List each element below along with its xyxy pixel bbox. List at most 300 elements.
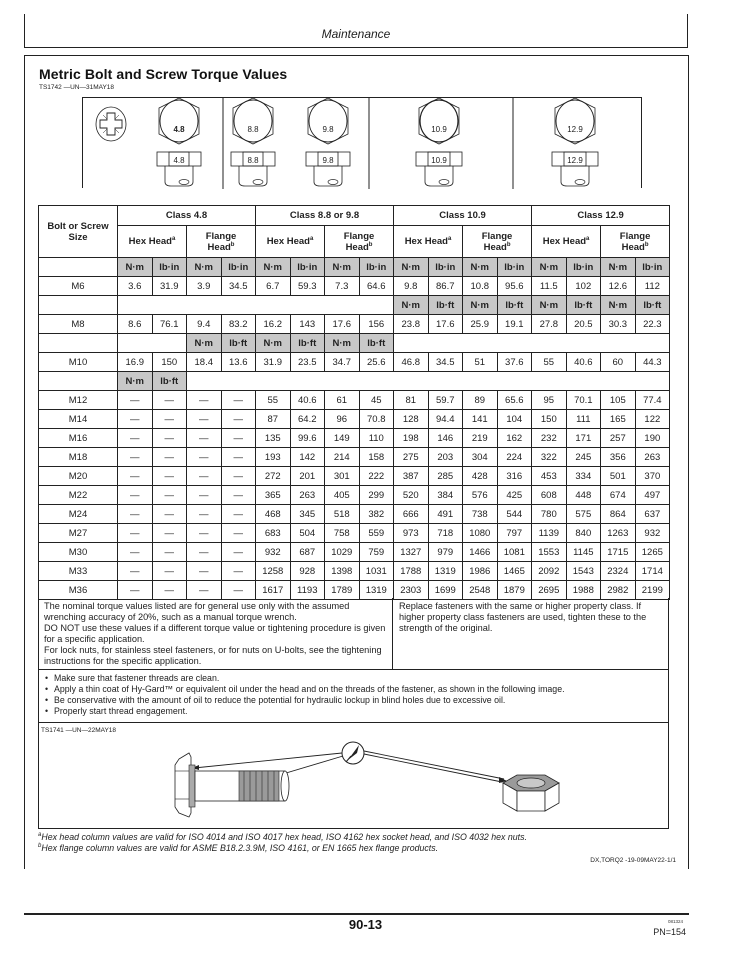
table-row (39, 353, 670, 372)
torque-value-cell: — (118, 581, 153, 600)
torque-value-cell: 370 (635, 467, 670, 486)
torque-value-cell: 19.1 (497, 315, 532, 334)
class-10-9-header: Class 10.9 (394, 206, 532, 226)
unit-nm: N·m (601, 296, 636, 315)
torque-value-cell: 759 (359, 543, 394, 562)
torque-value-cell: 1081 (497, 543, 532, 562)
torque-value-cell: 40.6 (566, 353, 601, 372)
unit-lbft: lb·ft (290, 334, 325, 353)
torque-value-cell: 1715 (601, 543, 636, 562)
torque-value-cell: 17.6 (325, 315, 360, 334)
torque-value-cell: 156 (359, 315, 394, 334)
torque-value-cell: 171 (566, 429, 601, 448)
torque-value-cell: — (187, 429, 222, 448)
unit-nm: N·m (256, 258, 291, 277)
torque-value-cell: 65.6 (497, 391, 532, 410)
torque-value-cell: 104 (497, 410, 532, 429)
torque-value-cell: 780 (532, 505, 567, 524)
torque-value-cell: 87 (256, 410, 291, 429)
torque-value-cell: 387 (394, 467, 429, 486)
section-title: Maintenance (321, 27, 391, 41)
bullet-item: • Be conservative with the amount of oil to reduce the potential for hydraulic lockup in blind holes due to excessive oil. (45, 695, 506, 705)
torque-value-cell: 7.3 (325, 277, 360, 296)
torque-value-cell: 45 (359, 391, 394, 410)
bullet-item: • Make sure that fastener threads are clean. (45, 673, 220, 683)
hex-head-header: Hex Head$^a$ (394, 226, 463, 258)
bolt-size-cell: M8 (39, 315, 118, 334)
flange-head-header: Flange Head$^b$ (463, 226, 532, 258)
note-do-not-use: DO NOT use these values if a different torque value or tightening procedure is given for a specific application. (44, 623, 386, 644)
torque-value-cell: 718 (428, 524, 463, 543)
torque-value-cell: 64.2 (290, 410, 325, 429)
torque-value-cell: — (187, 562, 222, 581)
torque-value-cell: 840 (566, 524, 601, 543)
torque-value-cell: — (187, 391, 222, 410)
hex-head-9-8-icon (308, 98, 348, 144)
oil-dropper-icon (342, 742, 364, 764)
torque-value-cell: 932 (256, 543, 291, 562)
hex-head-10-9-icon (419, 98, 459, 144)
torque-value-cell: — (152, 581, 187, 600)
torque-value-cell: 864 (601, 505, 636, 524)
torque-value-cell: 1258 (256, 562, 291, 581)
table-row (39, 410, 670, 429)
torque-value-cell: 64.6 (359, 277, 394, 296)
page-header (24, 14, 688, 48)
torque-value-cell: 559 (359, 524, 394, 543)
torque-value-cell: — (221, 581, 256, 600)
oil-application-figure (38, 723, 669, 829)
torque-value-cell: 356 (601, 448, 636, 467)
torque-value-cell: 59.7 (428, 391, 463, 410)
hex-head-header: Hex Head$^a$ (256, 226, 325, 258)
unit-nm: N·m (187, 334, 222, 353)
torque-value-cell: — (152, 448, 187, 467)
torque-value-cell: 263 (635, 448, 670, 467)
torque-value-cell: 384 (428, 486, 463, 505)
torque-value-cell: 1080 (463, 524, 498, 543)
torque-value-cell: 122 (635, 410, 670, 429)
torque-value-cell: 544 (497, 505, 532, 524)
unit-lbin: lb·in (566, 258, 601, 277)
unit-lbft: lb·ft (359, 334, 394, 353)
torque-value-cell: — (118, 410, 153, 429)
torque-value-cell: 94.4 (428, 410, 463, 429)
torque-value-cell: — (187, 581, 222, 600)
unit-nm: N·m (394, 258, 429, 277)
torque-value-cell: 9.4 (187, 315, 222, 334)
table-row (39, 277, 670, 296)
torque-value-cell: 1398 (325, 562, 360, 581)
class-12-9-header: Class 12.9 (532, 206, 670, 226)
torque-value-cell: 102 (566, 277, 601, 296)
torque-value-cell: 149 (325, 429, 360, 448)
torque-value-cell: 245 (566, 448, 601, 467)
unit-nm: N·m (118, 258, 153, 277)
svg-text:10.9: 10.9 (431, 125, 447, 134)
table-row (39, 562, 670, 581)
torque-value-cell: 86.7 (428, 277, 463, 296)
torque-value-cell: 2324 (601, 562, 636, 581)
torque-value-cell: 143 (290, 315, 325, 334)
unit-nm: N·m (394, 296, 429, 315)
torque-value-cell: 1789 (325, 581, 360, 600)
torque-value-cell: 214 (325, 448, 360, 467)
torque-value-cell: — (118, 524, 153, 543)
bolt-illustration-icon (175, 753, 289, 817)
torque-value-cell: 158 (359, 448, 394, 467)
torque-value-cell: 112 (635, 277, 670, 296)
torque-value-cell: 110 (359, 429, 394, 448)
unit-lbft: lb·ft (152, 372, 187, 391)
svg-text:4.8: 4.8 (173, 156, 185, 165)
torque-value-cell: 34.7 (325, 353, 360, 372)
torque-value-cell: 18.4 (187, 353, 222, 372)
flange-head-header: Flange Head$^b$ (187, 226, 256, 258)
torque-value-cell: 44.3 (635, 353, 670, 372)
unit-nm: N·m (325, 334, 360, 353)
torque-value-cell: 8.6 (118, 315, 153, 334)
torque-value-cell: 322 (532, 448, 567, 467)
torque-value-cell: 165 (601, 410, 636, 429)
torque-value-cell: — (221, 562, 256, 581)
unit-switch-row (39, 334, 670, 353)
torque-value-cell: — (187, 486, 222, 505)
table-row (39, 448, 670, 467)
table-row (39, 391, 670, 410)
torque-value-cell: 37.6 (497, 353, 532, 372)
bolt-size-cell: M27 (39, 524, 118, 543)
torque-value-cell: 979 (428, 543, 463, 562)
unit-row-label (39, 258, 118, 277)
torque-value-cell: 1553 (532, 543, 567, 562)
bolt-size-cell: M22 (39, 486, 118, 505)
torque-value-cell: 666 (394, 505, 429, 524)
table-row (39, 467, 670, 486)
torque-value-cell: 2199 (635, 581, 670, 600)
torque-value-cell: 105 (601, 391, 636, 410)
unit-lbft: lb·ft (566, 296, 601, 315)
bolt-side-12-9-icon (552, 152, 598, 186)
torque-value-cell: 263 (290, 486, 325, 505)
torque-value-cell: 20.5 (566, 315, 601, 334)
torque-value-cell: 491 (428, 505, 463, 524)
torque-value-cell: — (221, 410, 256, 429)
torque-value-cell: 932 (635, 524, 670, 543)
torque-value-cell: 316 (497, 467, 532, 486)
size-column-header: Bolt or Screw Size (39, 206, 118, 258)
torque-value-cell: 637 (635, 505, 670, 524)
torque-value-cell: — (118, 543, 153, 562)
torque-value-cell: 51 (463, 353, 498, 372)
torque-value-cell: 95.6 (497, 277, 532, 296)
torque-value-cell: 453 (532, 467, 567, 486)
torque-value-cell: 797 (497, 524, 532, 543)
document-reference: DX,TORQ2 -19-09MAY22-1/1 (590, 857, 676, 864)
torque-value-cell: 27.8 (532, 315, 567, 334)
table-row (39, 315, 670, 334)
torque-value-cell: 425 (497, 486, 532, 505)
svg-text:9.8: 9.8 (322, 156, 334, 165)
class-header-row (39, 206, 670, 226)
torque-value-cell: 738 (463, 505, 498, 524)
document-title: Metric Bolt and Screw Torque Values (39, 66, 288, 82)
print-code: 081324 (667, 919, 683, 924)
torque-value-cell: 272 (256, 467, 291, 486)
figure-id-bottom: TS1741 —UN—22MAY18 (41, 727, 117, 734)
bolt-markings-illustration (83, 98, 643, 189)
torque-value-cell: 70.1 (566, 391, 601, 410)
torque-value-cell: 3.6 (118, 277, 153, 296)
torque-value-cell: 222 (359, 467, 394, 486)
torque-value-cell: 1263 (601, 524, 636, 543)
torque-value-cell: 2982 (601, 581, 636, 600)
note-lock-nuts: For lock nuts, for stainless steel fasteners, or for nuts on U-bolts, see the tightening instructions for the specific application. (44, 645, 382, 666)
bullet-item: • Apply a thin coat of Hy-Gard™ or equivalent oil under the head and on the threads of the fastener, as shown in the following image. (45, 684, 565, 694)
torque-value-cell: 1699 (428, 581, 463, 600)
torque-value-cell: 2548 (463, 581, 498, 600)
torque-value-cell: 30.3 (601, 315, 636, 334)
flange-head-header: Flange Head$^b$ (325, 226, 394, 258)
torque-value-cell: — (187, 505, 222, 524)
torque-value-cell: 1543 (566, 562, 601, 581)
unit-lbft: lb·ft (635, 296, 670, 315)
torque-value-cell: 275 (394, 448, 429, 467)
torque-value-cell: 468 (256, 505, 291, 524)
torque-value-cell: 405 (325, 486, 360, 505)
torque-value-cell: — (152, 562, 187, 581)
table-row (39, 524, 670, 543)
flange-head-header: Flange Head$^b$ (601, 226, 670, 258)
unit-lbin: lb·in (635, 258, 670, 277)
pozi-head-icon (96, 107, 126, 141)
torque-value-cell: 299 (359, 486, 394, 505)
torque-value-cell: 1145 (566, 543, 601, 562)
torque-value-cell: 520 (394, 486, 429, 505)
unit-lbft: lb·ft (497, 296, 532, 315)
unit-lbin: lb·in (152, 258, 187, 277)
class-8-8-9-8-header: Class 8.8 or 9.8 (256, 206, 394, 226)
svg-text:4.8: 4.8 (173, 125, 185, 134)
torque-value-cell: 501 (601, 467, 636, 486)
nut-illustration-icon (503, 775, 559, 811)
torque-value-cell: 11.5 (532, 277, 567, 296)
table-row (39, 429, 670, 448)
torque-value-cell: — (221, 505, 256, 524)
usage-notes (38, 598, 669, 670)
unit-nm: N·m (325, 258, 360, 277)
torque-value-cell: — (118, 505, 153, 524)
torque-value-cell: 16.9 (118, 353, 153, 372)
torque-value-cell: 95 (532, 391, 567, 410)
torque-value-cell: 40.6 (290, 391, 325, 410)
torque-value-cell: 1988 (566, 581, 601, 600)
unit-nm: N·m (118, 372, 153, 391)
table-row (39, 505, 670, 524)
torque-value-cell: 141 (463, 410, 498, 429)
torque-value-cell: 1319 (428, 562, 463, 581)
torque-value-cell: 76.1 (152, 315, 187, 334)
table-row (39, 543, 670, 562)
torque-value-cell: 6.7 (256, 277, 291, 296)
bolt-size-cell: M18 (39, 448, 118, 467)
svg-text:10.9: 10.9 (431, 156, 447, 165)
bolt-size-cell: M14 (39, 410, 118, 429)
torque-value-cell: 1029 (325, 543, 360, 562)
note-accuracy: The nominal torque values listed are for general use only with the assumed wrenching accuracy of 20%, such as a manual torque wrench. (44, 601, 350, 622)
torque-value-cell: — (187, 467, 222, 486)
bolt-side-9-8-icon (306, 152, 350, 186)
unit-nm: N·m (532, 296, 567, 315)
torque-value-cell: 10.8 (463, 277, 498, 296)
torque-value-cell: 232 (532, 429, 567, 448)
unit-nm: N·m (463, 296, 498, 315)
unit-lbft: lb·ft (221, 334, 256, 353)
notes-right: Replace fasteners with the same or higher property class. If higher property class fasteners are used, tighten these to the strength of the original. (399, 601, 647, 633)
torque-value-cell: 518 (325, 505, 360, 524)
torque-value-cell: 428 (463, 467, 498, 486)
torque-value-cell: 135 (256, 429, 291, 448)
footnote-a: $^a$Hex head column values are valid for ISO 4014 and ISO 4017 hex head, ISO 4162 hex socket head, and ISO 4032 hex nuts. (38, 832, 527, 842)
bolt-size-cell: M24 (39, 505, 118, 524)
torque-value-cell: 257 (601, 429, 636, 448)
bolt-size-cell: M20 (39, 467, 118, 486)
head-type-header-row (39, 226, 670, 258)
unit-nm: N·m (256, 334, 291, 353)
torque-value-cell: 1466 (463, 543, 498, 562)
torque-value-cell: 61 (325, 391, 360, 410)
torque-value-cell: 382 (359, 505, 394, 524)
torque-value-cell: 162 (497, 429, 532, 448)
bolt-size-cell: M12 (39, 391, 118, 410)
torque-value-cell: — (152, 486, 187, 505)
svg-text:8.8: 8.8 (247, 156, 259, 165)
torque-value-cell: 22.3 (635, 315, 670, 334)
torque-value-cell: 142 (290, 448, 325, 467)
torque-value-cell: 334 (566, 467, 601, 486)
torque-value-cell: 150 (152, 353, 187, 372)
torque-value-cell: — (152, 391, 187, 410)
torque-value-cell: 83.2 (221, 315, 256, 334)
bolt-size-cell: M36 (39, 581, 118, 600)
bullet-item: • Properly start thread engagement. (45, 706, 188, 716)
torque-value-cell: 31.9 (152, 277, 187, 296)
torque-value-cell: 1327 (394, 543, 429, 562)
torque-value-cell: — (152, 429, 187, 448)
torque-value-cell: 25.9 (463, 315, 498, 334)
torque-value-cell: — (221, 543, 256, 562)
unit-header-row (39, 258, 670, 277)
bolt-size-cell: M6 (39, 277, 118, 296)
torque-value-cell: 23.8 (394, 315, 429, 334)
torque-value-cell: 3.9 (187, 277, 222, 296)
unit-nm: N·m (463, 258, 498, 277)
torque-value-cell: 55 (532, 353, 567, 372)
unit-lbin: lb·in (359, 258, 394, 277)
torque-value-cell: — (221, 524, 256, 543)
hex-head-header: Hex Head$^a$ (118, 226, 187, 258)
torque-value-cell: 203 (428, 448, 463, 467)
torque-value-cell: 13.6 (221, 353, 256, 372)
figure-id-top: TS1742 —UN—31MAY18 (39, 84, 115, 91)
footer-rule (24, 913, 689, 915)
torque-value-cell: 34.5 (221, 277, 256, 296)
hex-head-4-8-icon (159, 98, 199, 144)
torque-values-table (38, 205, 670, 600)
torque-value-cell: 16.2 (256, 315, 291, 334)
bolt-size-cell: M30 (39, 543, 118, 562)
class-4-8-header: Class 4.8 (118, 206, 256, 226)
torque-value-cell: 576 (463, 486, 498, 505)
torque-value-cell: 224 (497, 448, 532, 467)
torque-value-cell: 285 (428, 467, 463, 486)
torque-value-cell: 301 (325, 467, 360, 486)
notes-left (39, 598, 393, 670)
torque-value-cell: 1465 (497, 562, 532, 581)
hex-head-8-8-icon (233, 98, 273, 144)
torque-value-cell: 2092 (532, 562, 567, 581)
torque-value-cell: 9.8 (394, 277, 429, 296)
torque-value-cell: 146 (428, 429, 463, 448)
torque-value-cell: 70.8 (359, 410, 394, 429)
torque-value-cell: 2695 (532, 581, 567, 600)
torque-value-cell: 1139 (532, 524, 567, 543)
torque-value-cell: — (118, 562, 153, 581)
torque-value-cell: 1879 (497, 581, 532, 600)
torque-value-cell: 973 (394, 524, 429, 543)
unit-nm: N·m (601, 258, 636, 277)
unit-lbin: lb·in (428, 258, 463, 277)
svg-text:8.8: 8.8 (247, 125, 259, 134)
torque-value-cell: 683 (256, 524, 291, 543)
torque-value-cell: 17.6 (428, 315, 463, 334)
torque-value-cell: — (221, 486, 256, 505)
torque-value-cell: — (118, 448, 153, 467)
table-row (39, 486, 670, 505)
torque-value-cell: 89 (463, 391, 498, 410)
torque-value-cell: 193 (256, 448, 291, 467)
torque-value-cell: 1788 (394, 562, 429, 581)
torque-value-cell: — (221, 391, 256, 410)
svg-text:12.9: 12.9 (567, 156, 583, 165)
torque-value-cell: 111 (566, 410, 601, 429)
hex-head-header: Hex Head$^a$ (532, 226, 601, 258)
torque-value-cell: 1319 (359, 581, 394, 600)
torque-value-cell: 608 (532, 486, 567, 505)
torque-value-cell: 23.5 (290, 353, 325, 372)
unit-lbin: lb·in (221, 258, 256, 277)
torque-value-cell: 687 (290, 543, 325, 562)
torque-value-cell: 2303 (394, 581, 429, 600)
torque-value-cell: — (152, 543, 187, 562)
torque-value-cell: — (221, 429, 256, 448)
torque-value-cell: — (118, 429, 153, 448)
torque-value-cell: 1986 (463, 562, 498, 581)
torque-value-cell: — (118, 467, 153, 486)
bolt-class-markings-figure (82, 97, 642, 188)
torque-value-cell: 504 (290, 524, 325, 543)
torque-value-cell: 1617 (256, 581, 291, 600)
torque-value-cell: — (187, 448, 222, 467)
torque-value-cell: — (187, 524, 222, 543)
bolt-size-cell: M33 (39, 562, 118, 581)
footnote-b: $^b$Hex flange column values are valid for ASME B18.2.3.9M, ISO 4161, or EN 1665 hex flange products. (38, 843, 439, 853)
torque-value-cell: 77.4 (635, 391, 670, 410)
torque-value-cell: 497 (635, 486, 670, 505)
bolt-side-8-8-icon (231, 152, 275, 186)
unit-switch-row (39, 296, 670, 315)
instruction-bullets (38, 670, 669, 723)
